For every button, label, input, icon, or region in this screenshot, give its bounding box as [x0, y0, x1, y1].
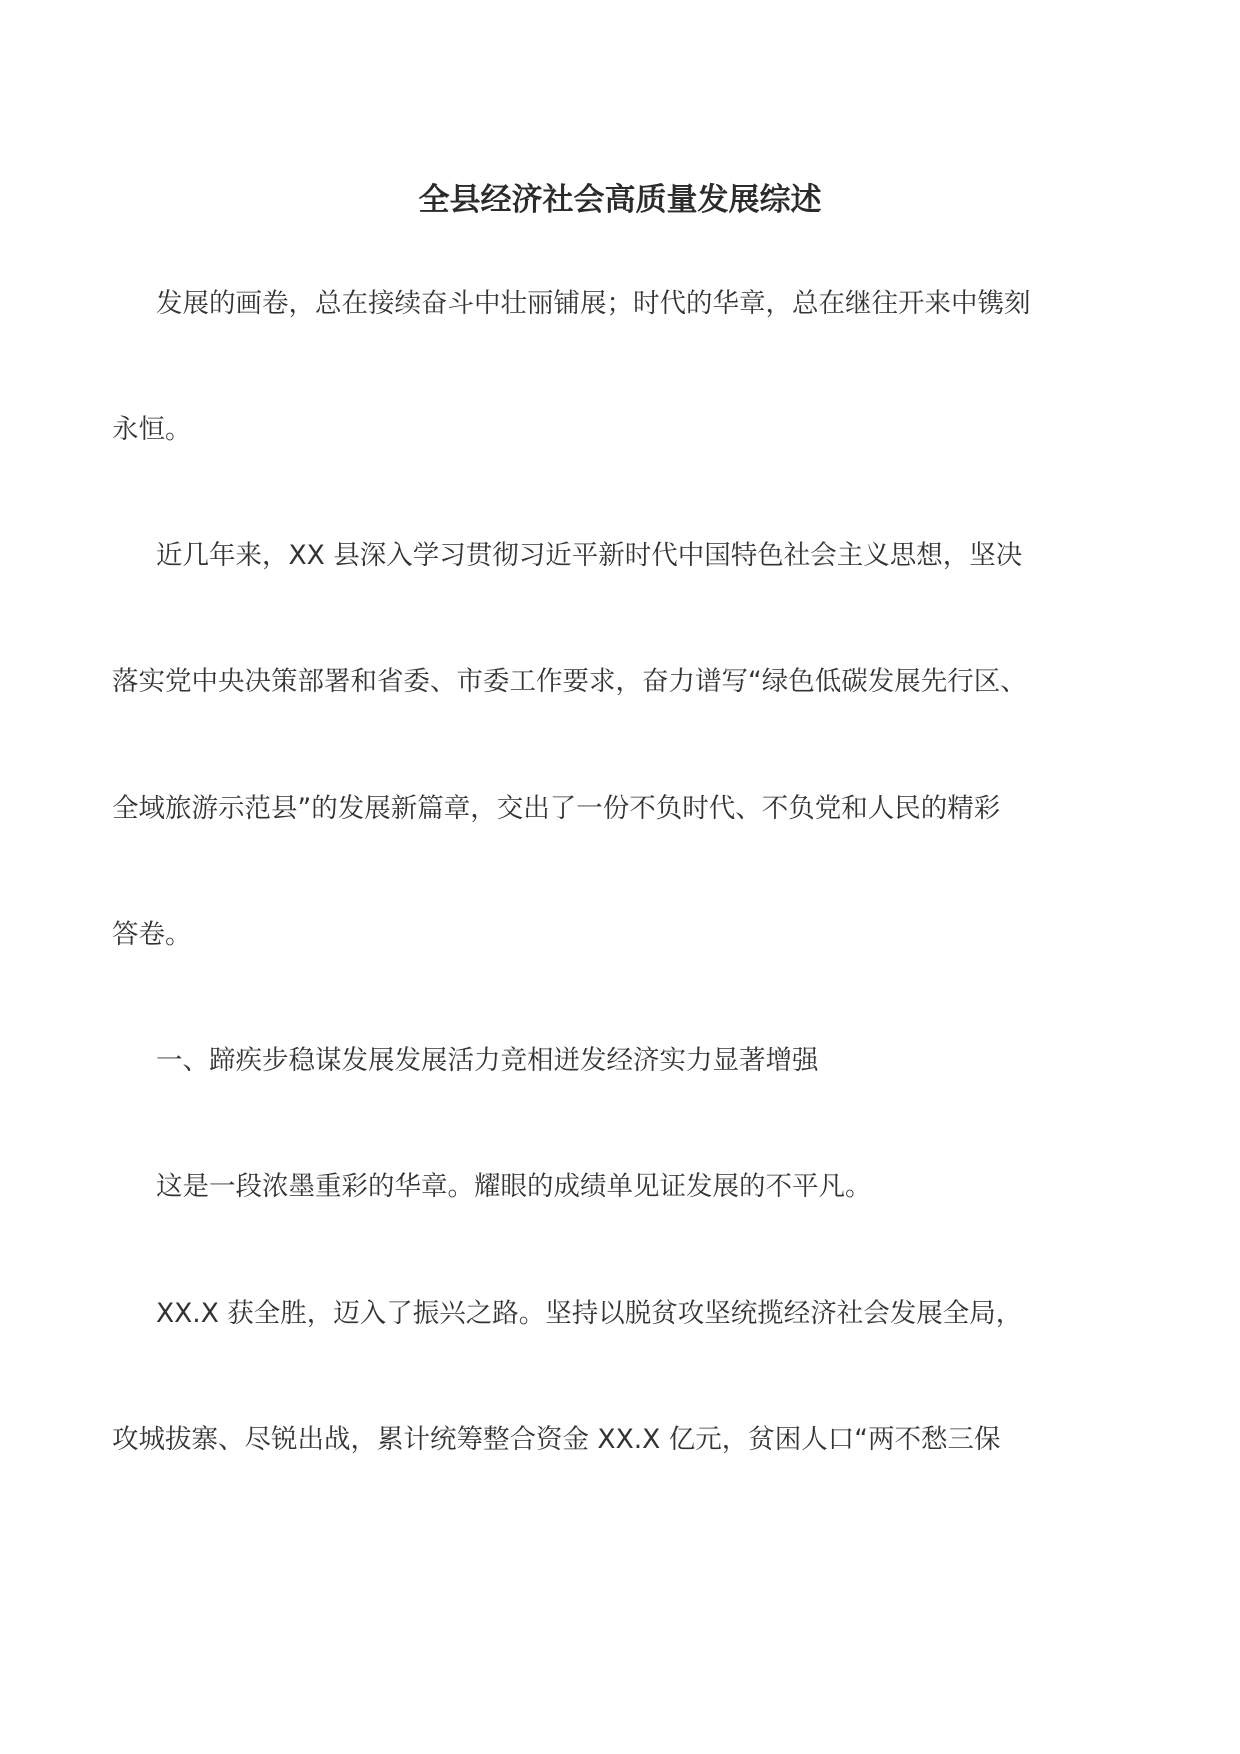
paragraph-overview-line-4: 答卷。	[112, 919, 192, 950]
paragraph-overview-line-2: 落实党中央决策部署和省委、市委工作要求，奋力谱写“绿色低碳发展先行区、	[112, 666, 1027, 697]
paragraph-intro-line-1: 发展的画卷，总在接续奋斗中壮丽铺展；时代的华章，总在继往开来中镌刻	[156, 288, 1031, 319]
section-heading-1: 一、蹄疾步稳谋发展发展活力竞相迸发经济实力显著增强	[156, 1045, 819, 1076]
paragraph-poverty-line-2: 攻城拔寨、尽锐出战，累计统筹整合资金 XX.X 亿元，贫困人口“两不愁三保	[112, 1424, 1001, 1455]
paragraph-intro-line-2: 永恒。	[112, 414, 192, 445]
paragraph-overview-line-3: 全域旅游示范县”的发展新篇章，交出了一份不负时代、不负党和人民的精彩	[112, 793, 1001, 824]
paragraph-poverty-line-1: XX.X 获全胜，迈入了振兴之路。坚持以脱贫攻坚统揽经济社会发展全局，	[156, 1298, 1023, 1329]
paragraph-section1-intro: 这是一段浓墨重彩的华章。耀眼的成绩单见证发展的不平凡。	[156, 1171, 872, 1202]
document-title: 全县经济社会高质量发展综述	[418, 182, 822, 218]
paragraph-overview-line-1: 近几年来，XX 县深入学习贯彻习近平新时代中国特色社会主义思想，坚决	[156, 540, 1023, 571]
